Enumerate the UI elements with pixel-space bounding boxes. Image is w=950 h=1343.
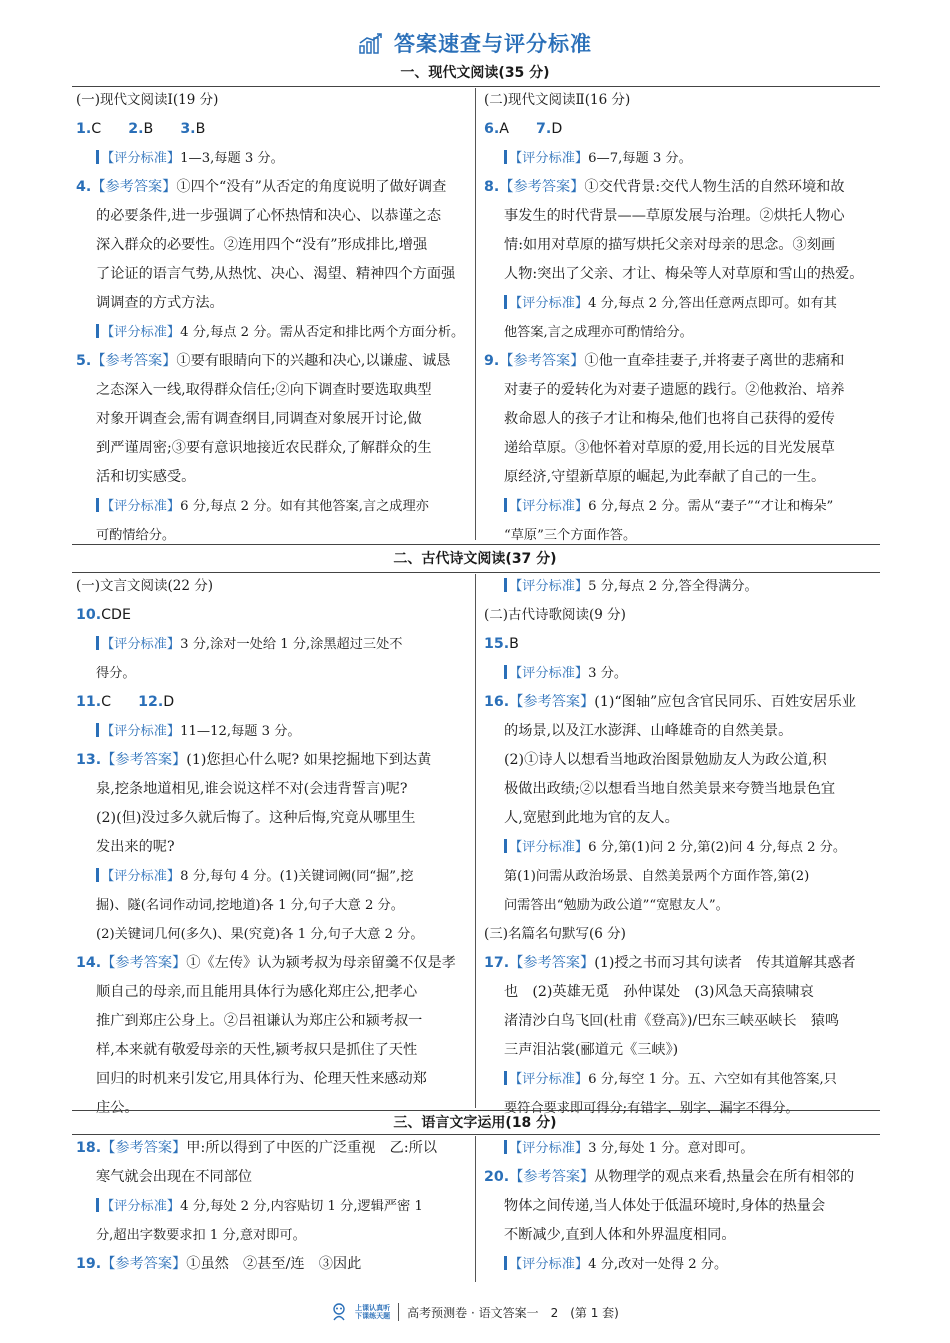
answer-line: 15.B: [484, 636, 519, 652]
text-line: 样,本来就有敬爱母亲的天性,颍考叔只是抓住了天性: [96, 1042, 418, 1058]
text-line: 到严谨周密;③要有意识地接近农民群众,了解群众的生: [96, 440, 432, 456]
text-line: 可酌情给分。: [96, 528, 176, 543]
text-line: 情:如用对草原的描写烘托父亲对母亲的思念。③刻画: [504, 237, 836, 253]
scoring-standard: 【评分标准】5 分,每点 2 分,答全得满分。: [484, 572, 884, 601]
text-line: 活和切实感受。: [96, 469, 196, 485]
text-line: 原经济,守望新草原的崛起,为此奉献了自己的一生。: [504, 469, 826, 485]
scoring-standard: 【评分标准】3 分。: [484, 659, 884, 688]
title-text: 答案速查与评分标准: [394, 32, 592, 56]
text-line: 递给草原。③他怀着对草原的爱,用长远的目光发展草: [504, 440, 835, 456]
scoring-standard: 【评分标准】6 分,每空 1 分。五、六空如有其他答案,只: [484, 1065, 884, 1094]
text-line: 他答案,言之成理亦可酌情给分。: [504, 325, 693, 340]
text-line: 渚清沙白鸟飞回(杜甫《登高》)/巴东三峡巫峡长 猿鸣: [504, 1013, 840, 1029]
answer-block: 20.【参考答案】从物理学的观点来看,热量会在所有相邻的: [484, 1169, 855, 1185]
logo-line: 上课认真听: [355, 1304, 391, 1312]
text-line: 庄公。: [96, 1100, 139, 1116]
text-line: 回归的时机来引发它,用具体行为、伦理天性来感动郑: [96, 1071, 427, 1087]
scoring-standard: 【评分标准】4 分,每点 2 分。需从否定和排比两个方面分析。: [76, 318, 470, 347]
text-line: 深入群众的必要性。②连用四个“没有”形成排比,增强: [96, 237, 428, 253]
s3-right-column: [484, 1134, 884, 1279]
text-line: 推广到郑庄公身上。②吕祖谦认为郑庄公和颍考叔一: [96, 1013, 423, 1029]
text-line: 寒气就会出现在不同部位: [96, 1169, 253, 1185]
scoring-standard: 【评分标准】4 分,每处 2 分,内容贴切 1 分,逻辑严密 1: [76, 1192, 470, 1221]
footer-separator: [398, 1303, 399, 1321]
text-line: 对象开调查会,需有调查纲目,同调查对象展开讨论,做: [96, 411, 422, 427]
s1-right-column: [484, 86, 884, 550]
section-heading-2: 二、古代诗文阅读(37 分): [393, 551, 557, 567]
text-line: 之态深入一线,取得群众信任;②向下调查时要选取典型: [96, 382, 432, 398]
answer-line: 1.C 2.B 3.B: [76, 121, 206, 137]
text-line: 也 (2)英雄无觅 孙仲谋处 (3)风急天高猿啸哀: [504, 984, 814, 1000]
scoring-standard: 【评分标准】3 分,涂对一处给 1 分,涂黑超过三处不: [76, 630, 470, 659]
text-line: 三声泪沾裳(郦道元《三峡》): [504, 1042, 679, 1058]
page-footer: [0, 1298, 950, 1326]
answer-block: 8.【参考答案】①交代背景:交代人物生活的自然环境和故: [484, 179, 845, 195]
mascot-logo-icon: [331, 1303, 347, 1321]
subsection-heading: (三)名篇名句默写(6 分): [484, 926, 626, 942]
scoring-standard: 【评分标准】8 分,每句 4 分。(1)关键词阙(同“掘”,挖: [76, 862, 470, 891]
text-line: 了论证的语言气势,从热忱、决心、渴望、精神四个方面强: [96, 266, 456, 282]
scoring-standard: 【评分标准】3 分,每处 1 分。意对即可。: [484, 1134, 884, 1163]
text-line: 人物:突出了父亲、才让、梅朵等人对草原和雪山的热爱。: [504, 266, 864, 282]
s2-right-column: [484, 572, 884, 1123]
divider: [72, 544, 880, 545]
text-line: 泉,挖条地道相见,谁会说这样不对(会违背誓言)呢?: [96, 781, 408, 797]
text-line: 调调查的方式方法。: [96, 295, 224, 311]
text-line: 得分。: [96, 666, 136, 681]
subsection-heading: (一)文言文阅读(22 分): [76, 578, 214, 594]
scoring-standard: 【评分标准】4 分,改对一处得 2 分。: [484, 1250, 884, 1279]
footer-logo-text: [355, 1304, 390, 1320]
answer-block: 4.【参考答案】①四个“没有”从否定的角度说明了做好调查: [76, 179, 447, 195]
answer-block: 14.【参考答案】①《左传》认为颍考叔为母亲留羹不仅是孝: [76, 955, 456, 971]
text-line: 事发生的时代背景——草原发展与治理。②烘托人物心: [504, 208, 845, 224]
scoring-standard: 【评分标准】6—7,每题 3 分。: [484, 144, 884, 173]
footer-text: 高考预测卷 · 语文答案一 2 (第 1 套): [407, 1305, 619, 1320]
scoring-standard: 【评分标准】4 分,每点 2 分,答出任意两点即可。如有其: [484, 289, 884, 318]
column-divider: [475, 574, 476, 1108]
text-line: 掘)、隧(名词作动词,挖地道)各 1 分,句子大意 2 分。: [96, 898, 404, 913]
text-line: 物体之间传递,当人体处于低温环境时,身体的热量会: [504, 1198, 826, 1214]
scoring-standard: 【评分标准】6 分,第(1)问 2 分,第(2)问 4 分,每点 2 分。: [484, 833, 884, 862]
subsection-heading: (一)现代文阅读Ⅰ(19 分): [76, 92, 219, 108]
answer-line: 11.C 12.D: [76, 694, 175, 710]
page-title: [0, 28, 950, 58]
answer-block: 17.【参考答案】(1)授之书而习其句读者 传其道解其惑者: [484, 955, 856, 971]
text-line: 的场景,以及江水澎湃、山峰雄奇的自然美景。: [504, 723, 793, 739]
column-divider: [475, 88, 476, 540]
subsection-heading: (二)古代诗歌阅读(9 分): [484, 607, 626, 623]
text-line: 救命恩人的孩子才让和梅朵,他们也将自己获得的爱传: [504, 411, 835, 427]
text-line: 顺自己的母亲,而且能用具体行为感化郑庄公,把孝心: [96, 984, 418, 1000]
text-line: “草原”三个方面作答。: [504, 528, 637, 543]
answer-block: 5.【参考答案】①要有眼睛向下的兴趣和决心,以谦虚、诚恳: [76, 353, 451, 369]
section-heading-3: 三、语言文字运用(18 分): [393, 1115, 557, 1131]
divider: [72, 1110, 880, 1111]
scoring-standard: 【评分标准】1—3,每题 3 分。: [76, 144, 470, 173]
answer-block: 16.【参考答案】(1)“图轴”应包含官民同乐、百姓安居乐业: [484, 694, 856, 710]
text-line: 不断减少,直到人体和外界温度相同。: [504, 1227, 736, 1243]
text-line: 要符合要求即可得分;有错字、别字、漏字不得分。: [504, 1101, 799, 1116]
answer-block: 13.【参考答案】(1)您担心什么呢? 如果挖掘地下到达黄: [76, 752, 432, 768]
s2-left-column: [76, 572, 470, 1123]
text-line: (2)(但)没过多久就后悔了。这种后悔,究竟从哪里生: [96, 810, 416, 826]
scoring-standard: 【评分标准】11—12,每题 3 分。: [76, 717, 470, 746]
text-line: 第(1)问需从政治场景、自然美景两个方面作答,第(2): [504, 869, 810, 884]
bar-chart-icon: [358, 32, 384, 54]
text-line: 问需答出“勉励为政公道”“宽慰友人”。: [504, 898, 729, 913]
text-line: 分,超出字数要求扣 1 分,意对即可。: [96, 1228, 306, 1243]
answer-block: 18.【参考答案】甲:所以得到了中医的广泛重视 乙:所以: [76, 1140, 438, 1156]
answer-line: 10.CDE: [76, 607, 131, 623]
section-heading-1: 一、现代文阅读(35 分): [400, 65, 550, 81]
text-line: (2)①诗人以想看当地政治图景勉励友人为政公道,积: [504, 752, 827, 768]
text-line: 发出来的呢?: [96, 839, 175, 855]
text-line: 对妻子的爱转化为对妻子遗愿的践行。②他救治、培养: [504, 382, 845, 398]
answer-line: 6.A 7.D: [484, 121, 563, 137]
s1-left-column: [76, 86, 470, 550]
text-line: 人,宽慰到此地为官的友人。: [504, 810, 679, 826]
answer-block: 19.【参考答案】①虽然 ②甚至/连 ③因此: [76, 1256, 362, 1272]
answer-block: 9.【参考答案】①他一直牵挂妻子,并将妻子离世的悲痛和: [484, 353, 845, 369]
scoring-standard: 【评分标准】6 分,每点 2 分。需从“妻子”“才让和梅朵”: [484, 492, 884, 521]
column-divider: [475, 1136, 476, 1282]
text-line: (2)关键词几何(多久)、果(究竟)各 1 分,句子大意 2 分。: [96, 927, 424, 942]
subsection-heading: (二)现代文阅读Ⅱ(16 分): [484, 92, 631, 108]
s3-left-column: [76, 1134, 470, 1279]
text-line: 极做出政绩;②以想看当地自然美景来夸赞当地景色宜: [504, 781, 836, 797]
text-line: 的必要条件,进一步强调了心怀热情和决心、以恭谨之态: [96, 208, 442, 224]
scoring-standard: 【评分标准】6 分,每点 2 分。如有其他答案,言之成理亦: [76, 492, 470, 521]
logo-line: 下课练天题: [355, 1312, 391, 1320]
